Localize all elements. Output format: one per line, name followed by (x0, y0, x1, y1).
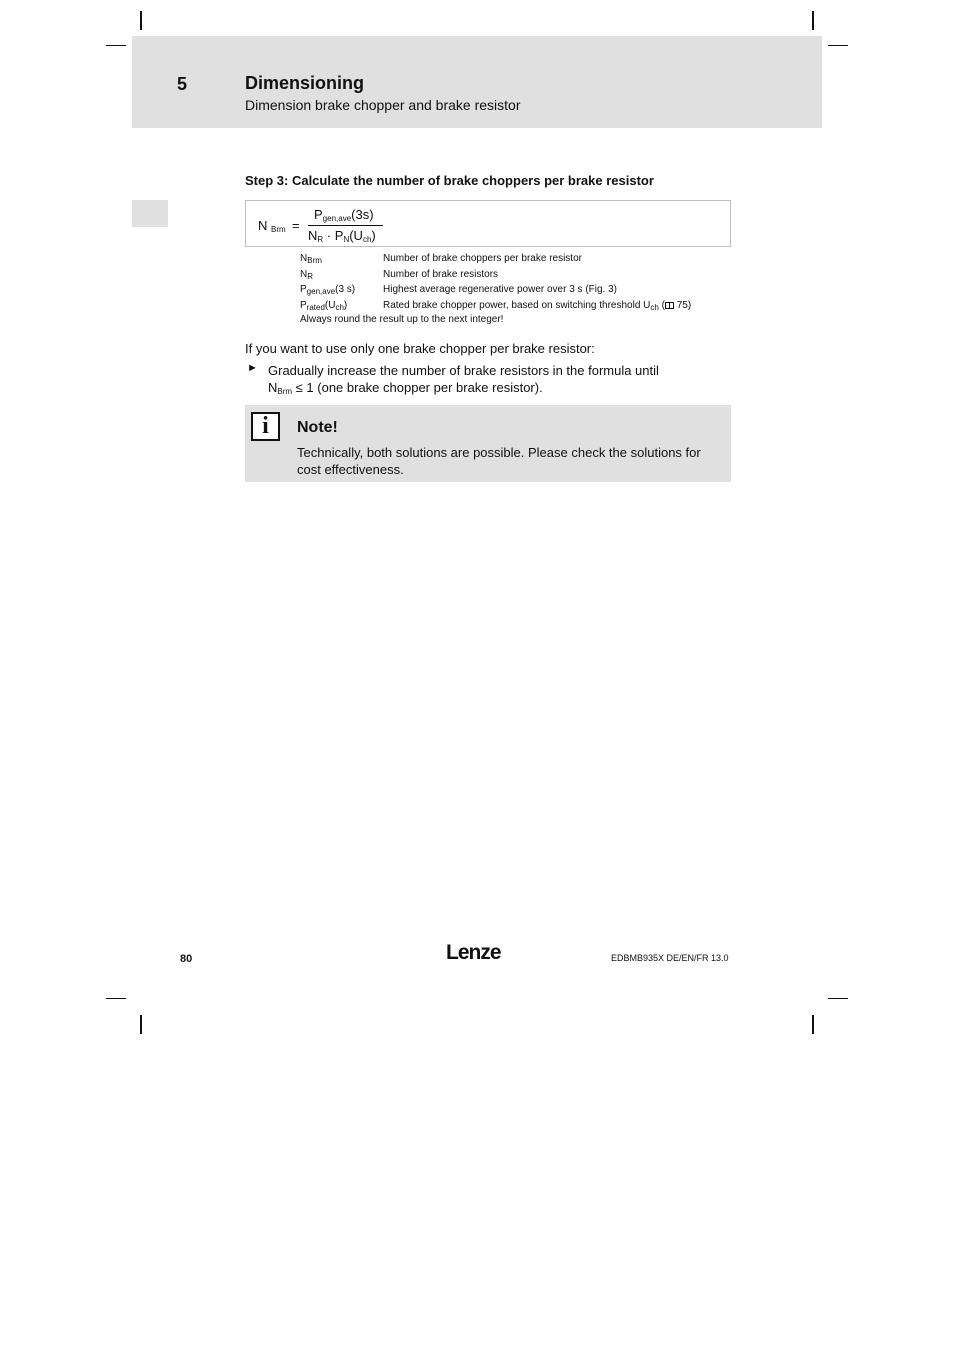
fraction-bar (308, 225, 383, 226)
note-title: Note! (297, 419, 338, 436)
crop-mark (140, 1015, 142, 1034)
formula-numerator: $P_{gen,ave}(3s)$ (314, 207, 374, 223)
formula-box (245, 200, 731, 247)
chapter-title: Dimensioning (245, 73, 365, 93)
formula-denominator: $N_R \cdot P_N(U_{ch})$ (308, 228, 376, 244)
body-paragraph: If you want to use only one brake chopper per brake resistor: (245, 341, 595, 356)
crop-mark (106, 998, 126, 999)
formula-lhs: N $_{Brm}$ (258, 218, 286, 234)
legend-description: Highest average regenerative power over 3 s (Fig. 3) (383, 284, 618, 295)
legend-description: Number of brake resistors (383, 268, 499, 280)
crop-mark (828, 45, 848, 46)
legend-symbol: $P_{rated}(U_{ch})$ (300, 299, 348, 312)
section-title: Dimension brake chopper and brake resistor (245, 97, 521, 113)
crop-mark (140, 11, 142, 30)
step-heading: Step 3: Calculate the number of brake choppers per brake resistor (245, 173, 654, 188)
page-number: 80 (180, 953, 193, 965)
legend-symbol: $P_{gen,ave}(3$ s) (300, 284, 356, 296)
bullet-item: Gradually increase the number of brake resistors in the formula until $N_{Brm} \le 1$ (one brake chopper per brake resistor). (268, 363, 659, 396)
info-icon: i (251, 412, 280, 441)
chapter-number: 5 (177, 74, 188, 94)
document-code: EDBMB935X DE/EN/FR 13.0 (611, 953, 729, 963)
side-tab-marker (132, 200, 168, 227)
legend-note: Always round the result up to the next integer! (300, 314, 504, 325)
lenze-logo: Lenze (446, 941, 501, 964)
bullet-arrow-icon: ► (247, 362, 258, 374)
crop-mark (106, 45, 126, 46)
legend-description: Rated brake chopper power, based on switching threshold $U_{ch}$ ( 75) (383, 299, 692, 312)
legend-symbol: $N_{Brm}$ (300, 253, 322, 265)
formula-equals: = (292, 218, 300, 233)
book-reference-icon (665, 302, 674, 309)
page-reference-link[interactable]: 75) (676, 299, 692, 311)
note-box (245, 405, 731, 482)
header-band (132, 36, 822, 128)
note-text: Technically, both solutions are possible. Please check the solutions for cost effectiveness. (297, 445, 701, 477)
legend-symbol: $N_R$ (300, 268, 314, 281)
crop-mark (812, 1015, 814, 1034)
crop-mark (828, 998, 848, 999)
crop-mark (812, 11, 814, 30)
legend-description: Number of brake choppers per brake resistor (383, 253, 582, 264)
